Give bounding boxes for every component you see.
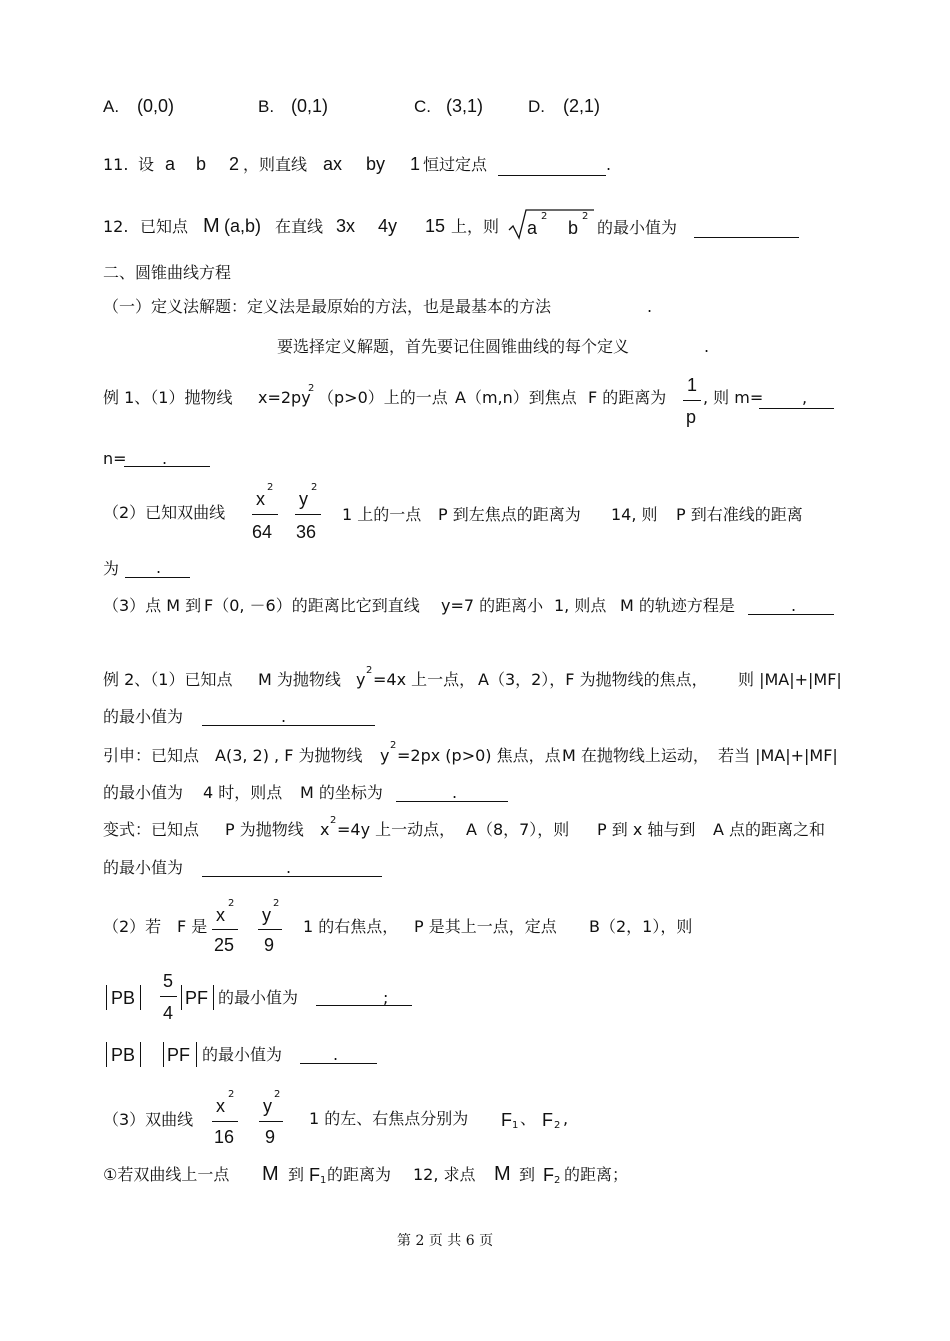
- ex2-text: 1 的右焦点，: [303, 917, 399, 936]
- ex1-text: 14, 则: [611, 505, 658, 524]
- abs-PF: PF: [167, 1045, 191, 1065]
- frac-y: y: [263, 1096, 272, 1116]
- fraction-bar: [259, 1121, 283, 1122]
- ex2-dot: .: [333, 1045, 339, 1064]
- fraction-bar: [683, 400, 701, 401]
- abs-bar: [196, 1042, 197, 1067]
- ex2-comma: ,: [563, 1109, 569, 1128]
- fraction-bar: [252, 514, 278, 515]
- q11-num: 1: [410, 154, 421, 174]
- ex1-exp: 2: [308, 383, 315, 394]
- ex2-exp: 2: [390, 740, 397, 751]
- subscript: 1: [320, 1175, 327, 1186]
- ex1-text: （p>0）上的一点: [318, 388, 448, 407]
- ex2-text: 的距离为: [327, 1165, 392, 1184]
- answer-blank[interactable]: [316, 1005, 412, 1006]
- ex2-text: P 为抛物线: [225, 820, 304, 839]
- option-a-value: (0,0): [137, 96, 175, 116]
- q11-text: 恒过定点: [423, 155, 488, 174]
- abs-bar: [181, 985, 182, 1010]
- ex2-text: 的最小值为: [103, 858, 184, 877]
- answer-blank[interactable]: [694, 237, 799, 238]
- ex2-text: （3）双曲线: [103, 1110, 194, 1129]
- ex1-dot: .: [162, 449, 168, 468]
- q12-point: M: [203, 215, 220, 237]
- ex2-text: A（8，7），则: [466, 820, 570, 839]
- q11-text: 设: [138, 155, 155, 174]
- q12-exp: 2: [541, 211, 548, 222]
- ex2-math: y: [380, 746, 390, 765]
- focus-F2: F: [542, 1110, 553, 1130]
- fraction-denominator: p: [686, 407, 697, 427]
- ex1-comma: ,: [802, 388, 808, 407]
- q12-coords: (a,b): [224, 216, 262, 236]
- option-b-label: B.: [258, 97, 275, 116]
- q12-var: b: [568, 218, 579, 238]
- ex2-text: M 为抛物线: [258, 670, 341, 689]
- ex2-text: 1 的左、右焦点分别为: [309, 1109, 469, 1128]
- ex2-dot: .: [281, 707, 287, 726]
- ex2-text: M 在抛物线上运动，: [562, 746, 709, 765]
- q11-number: 11.: [103, 155, 129, 174]
- definition-dot: .: [647, 297, 653, 316]
- focus-F: F: [309, 1165, 320, 1185]
- ex1-text: （2）已知双曲线: [103, 503, 226, 522]
- abs-PF: PF: [185, 988, 209, 1008]
- option-a-label: A.: [103, 97, 120, 116]
- definition-line-2: 要选择定义解题，首先要记住圆锥曲线的每个定义: [277, 337, 630, 356]
- frac-den: 64: [252, 522, 273, 542]
- point-M: M: [494, 1163, 511, 1185]
- ex1-text: （3）点 M 到: [103, 596, 202, 615]
- ex1-text: 1, 则点: [554, 596, 607, 615]
- ex2-text: 若当 |MA|+|MF|: [718, 746, 838, 765]
- abs-PB: PB: [111, 988, 136, 1008]
- option-b-value: (0,1): [291, 96, 329, 116]
- frac-y: y: [299, 489, 308, 509]
- fraction-denominator: 4: [163, 1003, 174, 1023]
- ex2-text: 到: [519, 1165, 536, 1184]
- q11-var: b: [196, 154, 207, 174]
- frac-x: x: [256, 489, 265, 509]
- ex1-text: 1 上的一点: [342, 505, 422, 524]
- ex2-text: =4x 上一点，: [373, 670, 476, 689]
- fraction-bar: [160, 996, 177, 997]
- q12-expr: 3x: [336, 216, 356, 236]
- abs-PB: PB: [111, 1045, 136, 1065]
- ex2-exp: 2: [366, 665, 373, 676]
- ex2-text: 引申：已知点: [103, 746, 200, 765]
- q11-var: by: [366, 154, 386, 174]
- abs-bar: [140, 985, 141, 1010]
- frac-exp: 2: [228, 1089, 235, 1100]
- ex1-text: P 到左焦点的距离为: [438, 505, 581, 524]
- abs-bar: [140, 1042, 141, 1067]
- ex2-text: 的距离；: [564, 1165, 629, 1184]
- ex1-math: x=2py: [258, 388, 311, 407]
- ex2-text: 4 时，则点: [203, 783, 283, 802]
- ex2-text: 、: [520, 1109, 537, 1128]
- ex2-text: 例 2、（1）已知点: [103, 670, 233, 689]
- frac-exp: 2: [267, 482, 274, 493]
- ex2-text: 则 |MA|+|MF|: [738, 670, 842, 689]
- ex2-text: 到: [288, 1165, 305, 1184]
- subscript: 2: [554, 1175, 561, 1186]
- q12-text: 上，则: [451, 217, 500, 236]
- q11-var: a: [165, 154, 176, 174]
- q12-expr: 4y: [378, 216, 398, 236]
- frac-exp: 2: [311, 482, 318, 493]
- ex1-text: F 的距离为: [588, 388, 667, 407]
- q11-end: .: [606, 155, 612, 174]
- ex2-text: ①若双曲线上一点: [103, 1165, 230, 1184]
- ex1-dot: .: [156, 558, 162, 577]
- ex1-text: M 的轨迹方程是: [620, 596, 735, 615]
- definition-dot: .: [704, 337, 710, 356]
- abs-bar: [213, 985, 214, 1010]
- frac-den: 16: [214, 1127, 235, 1147]
- q12-text: 在直线: [275, 217, 324, 236]
- page-footer: 第 2 页 共 6 页: [397, 1233, 494, 1249]
- ex2-math: y: [356, 670, 366, 689]
- ex2-exp: 2: [330, 815, 337, 826]
- option-d-label: D.: [528, 97, 545, 116]
- fraction-bar: [258, 929, 282, 930]
- q11-text: ，则直线: [243, 155, 308, 174]
- frac-exp: 2: [274, 1089, 281, 1100]
- q12-text: 已知点: [140, 217, 189, 236]
- ex2-semicolon: ;: [383, 988, 389, 1007]
- abs-bar: [163, 1042, 164, 1067]
- abs-bar: [106, 985, 107, 1010]
- answer-blank[interactable]: [202, 725, 375, 726]
- fraction-numerator: 5: [163, 971, 174, 991]
- answer-blank[interactable]: [498, 175, 606, 176]
- ex2-text: （2）若: [103, 917, 162, 936]
- answer-blank[interactable]: [125, 577, 190, 578]
- q11-var: ax: [323, 154, 343, 174]
- frac-x: x: [216, 905, 225, 925]
- frac-x: x: [216, 1096, 225, 1116]
- q12-exp: 2: [582, 211, 589, 222]
- q12-var: a: [527, 218, 538, 238]
- q12-expr: 15: [425, 216, 446, 236]
- ex2-dot: .: [286, 858, 292, 877]
- fraction-bar: [212, 1121, 238, 1122]
- option-d-value: (2,1): [563, 96, 601, 116]
- ex2-text: =4y 上一动点，: [337, 820, 456, 839]
- ex1-text: P 到右准线的距离: [676, 505, 803, 524]
- subscript: 2: [554, 1120, 561, 1131]
- frac-exp: 2: [273, 898, 280, 909]
- answer-blank[interactable]: [300, 1063, 377, 1064]
- abs-bar: [106, 1042, 107, 1067]
- ex2-text: 的最小值为: [103, 783, 184, 802]
- ex1-text: , 则 m=: [703, 388, 764, 407]
- ex1-text: A（m,n）到焦点: [455, 388, 577, 407]
- frac-den: 9: [265, 1127, 276, 1147]
- ex2-text: A（3，2），F 为抛物线的焦点，: [478, 670, 708, 689]
- frac-exp: 2: [228, 898, 235, 909]
- focus-F: F: [543, 1165, 554, 1185]
- frac-y: y: [262, 905, 271, 925]
- ex2-text: A(3, 2) , F 为抛物线: [215, 746, 363, 765]
- subscript: 1: [512, 1120, 519, 1131]
- ex1-dot: .: [791, 596, 797, 615]
- ex2-text: B（2，1），则: [589, 917, 693, 936]
- fraction-bar: [295, 514, 321, 515]
- fraction-numerator: 1: [687, 375, 698, 395]
- point-M: M: [262, 1163, 279, 1185]
- ex1-text: 为: [103, 559, 120, 578]
- answer-blank[interactable]: [202, 876, 382, 877]
- ex2-text: F 是: [177, 917, 208, 936]
- ex1-text: 例 1、（1）抛物线: [103, 388, 233, 407]
- ex1-text: y=7 的距离小: [441, 596, 544, 615]
- frac-den: 36: [296, 522, 317, 542]
- q12-text: 的最小值为: [597, 218, 678, 237]
- ex2-text: 的最小值为: [202, 1045, 283, 1064]
- fraction-bar: [212, 929, 238, 930]
- ex1-n-label: n=: [103, 449, 127, 468]
- q12-number: 12.: [103, 217, 129, 236]
- ex2-text: 12, 求点: [413, 1165, 476, 1184]
- ex2-text: 的最小值为: [218, 988, 299, 1007]
- ex2-text: 的最小值为: [103, 707, 184, 726]
- option-c-label: C.: [414, 97, 431, 116]
- focus-F1: F: [501, 1110, 512, 1130]
- ex1-text: F（0, －6）的距离比它到直线: [204, 596, 420, 615]
- ex2-text: =2px (p>0) 焦点，点: [397, 746, 561, 765]
- option-c-value: (3,1): [446, 96, 484, 116]
- section-title: 二、圆锥曲线方程: [103, 263, 232, 282]
- ex2-text: 变式：已知点: [103, 820, 200, 839]
- ex2-text: A 点的距离之和: [713, 820, 826, 839]
- q11-num: 2: [229, 154, 240, 174]
- frac-den: 25: [214, 935, 235, 955]
- ex2-dot: .: [452, 783, 458, 802]
- ex2-text: P 到 x 轴与到: [597, 820, 696, 839]
- frac-den: 9: [264, 935, 275, 955]
- definition-line-1: （一）定义法解题：定义法是最原始的方法，也是最基本的方法: [103, 297, 552, 316]
- ex2-text: M 的坐标为: [300, 783, 383, 802]
- ex2-text: P 是其上一点，定点: [414, 917, 557, 936]
- ex2-math: x: [320, 820, 330, 839]
- answer-blank-m[interactable]: [759, 408, 834, 409]
